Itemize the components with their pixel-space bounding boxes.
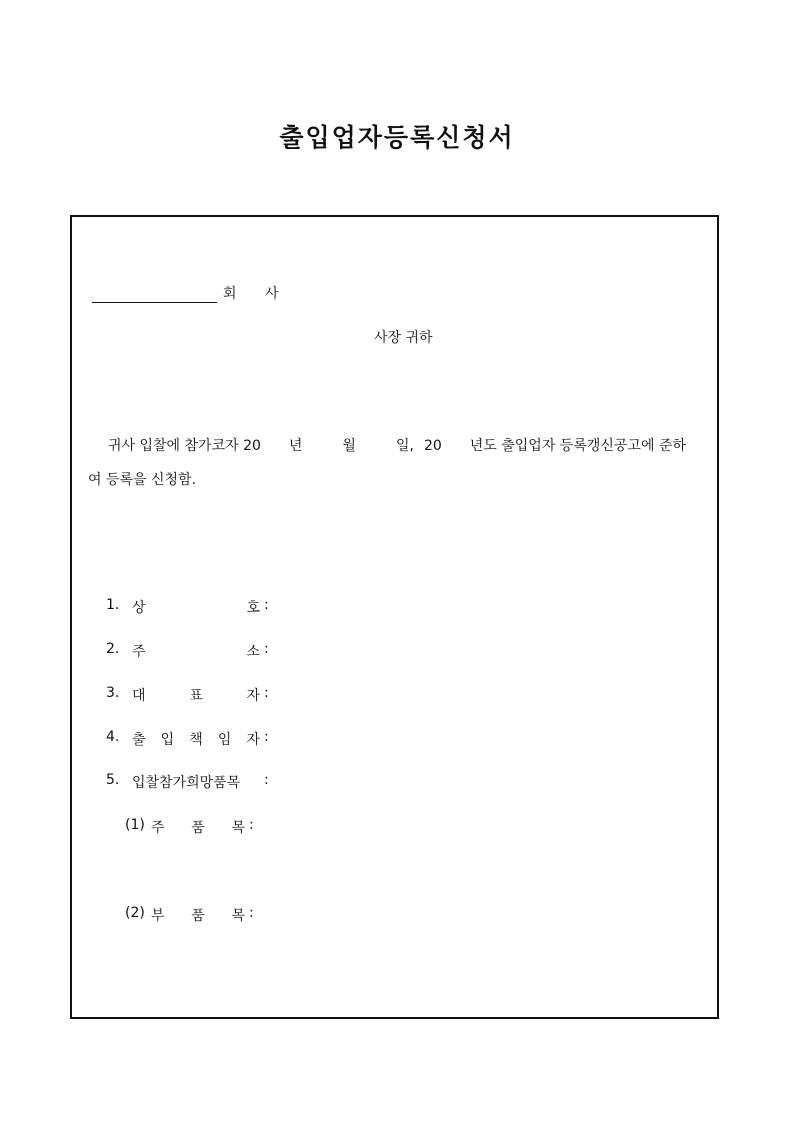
document-title: 출입업자등록신청서	[279, 123, 515, 152]
addressee: 사장 귀하	[374, 330, 433, 346]
application-form-box	[70, 215, 719, 1019]
month-label: 월	[342, 438, 356, 454]
item-access-manager: 4. 출 입 책 임 자 :	[106, 729, 269, 748]
application-statement	[88, 429, 720, 497]
sub-item-main-products: (1) 주 품 목 :	[125, 817, 254, 836]
item-desired-products: 5. 입찰참가희망품목 :	[106, 772, 269, 791]
sub-item-secondary-products: (2) 부 품 목 :	[125, 905, 254, 924]
year-label: 년	[288, 438, 303, 454]
statement-part2: 20	[423, 438, 442, 454]
statement-part4: 여 등록을 신청함.	[88, 472, 197, 488]
day-label: 일,	[395, 438, 414, 454]
item-address: 2. 주 소 :	[106, 641, 269, 660]
statement-part3: 년도 출입업자 등록갱신공고에 준하	[469, 438, 686, 454]
company-name-blank[interactable]	[92, 288, 217, 303]
company-suffix: 회 사	[223, 286, 291, 302]
item-representative: 3. 대 표 자 :	[106, 685, 269, 704]
company-name-line	[92, 283, 291, 303]
statement-part1: 귀사 입찰에 참가코자 20	[108, 438, 261, 454]
item-company-name: 1. 상 호 :	[106, 597, 269, 616]
